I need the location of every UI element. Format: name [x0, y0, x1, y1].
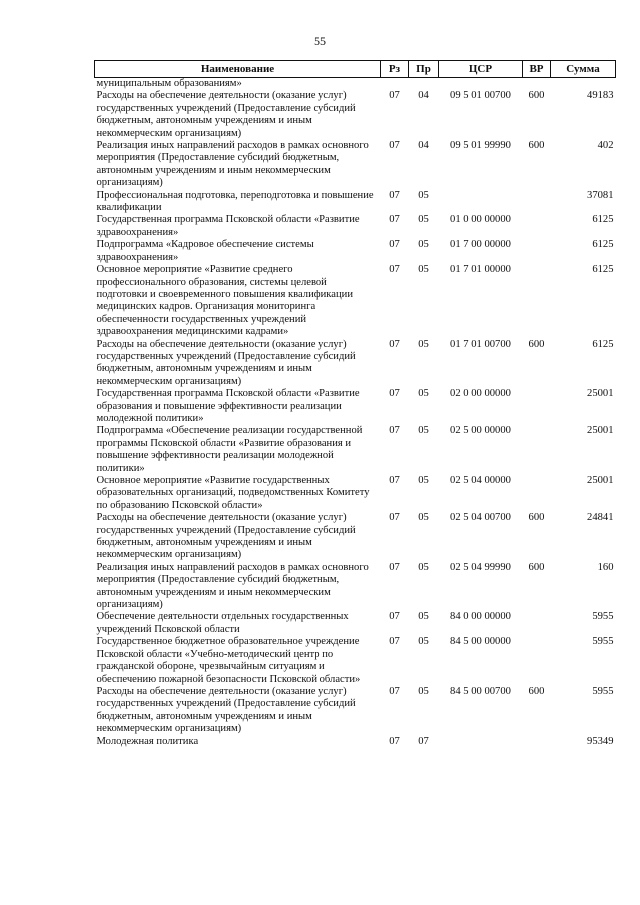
cell-name: Расходы на обеспечение деятельности (оказание услуг) государственных учреждений (Предоставление субсидий бюджетным, автономным учреждениям и иным некоммерческим организациям) [96, 685, 356, 735]
table-row [95, 264, 616, 338]
cell-csr: 09 5 01 00700 [450, 90, 511, 102]
cell-vr [523, 425, 551, 475]
budget-table [94, 60, 616, 748]
cell-sum [551, 78, 616, 91]
cell-rz: 07 [389, 264, 400, 276]
cell-sum: 6125 [592, 338, 614, 350]
cell-name: Обеспечение деятельности отдельных государственных учреждений Псковской области [96, 611, 349, 635]
cell-rz [381, 78, 409, 91]
cell-sum: 6125 [592, 264, 614, 276]
cell-sum: 6125 [592, 239, 614, 251]
cell-csr: 02 5 00 00000 [450, 425, 511, 437]
cell-csr [439, 190, 523, 215]
cell-sum: 5955 [592, 636, 614, 648]
cell-vr: 600 [528, 140, 545, 152]
cell-name: Государственная программа Псковской области «Развитие здравоохранения» [96, 214, 360, 238]
cell-name: Государственное бюджетное образовательное учреждение Псковской области «Учебно-методический центр по гражданской обороне, чрезвычайным ситуациям и обеспечению пожарной безопасности Псковской области» [96, 636, 361, 685]
cell-rz: 07 [389, 735, 400, 747]
cell-rz: 07 [389, 611, 400, 623]
header-vr: ВР [523, 61, 551, 78]
table-row [95, 475, 616, 512]
cell-csr: 02 5 04 00000 [450, 475, 511, 486]
header-name: Наименование [95, 61, 381, 78]
table-row [95, 636, 616, 686]
cell-rz: 07 [389, 475, 400, 486]
cell-vr [523, 78, 551, 91]
cell-rz: 07 [389, 140, 400, 152]
cell-vr [523, 388, 551, 425]
cell-pr: 05 [418, 425, 429, 437]
cell-rz: 07 [389, 189, 400, 201]
cell-name: Расходы на обеспечение деятельности (оказание услуг) государственных учреждений (Предоставление субсидий бюджетным, автономным учреждениям и иным некоммерческим организациям) [96, 512, 356, 561]
cell-vr [523, 190, 551, 215]
cell-name: Профессиональная подготовка, переподготовка и повышение квалификации [96, 189, 374, 214]
cell-vr [523, 264, 551, 338]
cell-pr: 04 [418, 140, 429, 152]
cell-pr: 05 [418, 561, 429, 573]
table-row [95, 425, 616, 475]
cell-pr: 05 [418, 264, 429, 276]
table-row [95, 339, 616, 389]
cell-pr: 05 [418, 512, 429, 524]
cell-sum: 6125 [592, 214, 614, 226]
cell-rz: 07 [389, 425, 400, 437]
cell-rz: 07 [389, 685, 400, 697]
cell-rz: 07 [389, 239, 400, 251]
page-number: 55 [314, 34, 326, 48]
cell-sum: 25001 [587, 388, 614, 400]
table-row [95, 190, 616, 215]
cell-csr: 84 0 00 00000 [450, 611, 511, 623]
cell-name: Реализация иных направлений расходов в рамках основного мероприятия (Предоставление субсидий бюджетным, автономным учреждениям и иным некоммерческим организациям) [96, 561, 369, 611]
cell-sum: 5955 [592, 611, 614, 623]
cell-vr: 600 [528, 90, 545, 102]
header-sum: Сумма [551, 61, 616, 78]
table-row [95, 562, 616, 612]
cell-csr [439, 736, 523, 748]
cell-rz: 07 [389, 561, 400, 573]
cell-name: муниципальным образованиям» [96, 78, 242, 89]
cell-name: Подпрограмма «Кадровое обеспечение системы здравоохранения» [96, 239, 314, 263]
table-row [95, 140, 616, 190]
cell-rz: 07 [389, 388, 400, 400]
cell-name: Основное мероприятие «Развитие государственных образовательных организаций, подведомственных Комитету по образованию Псковской области» [96, 475, 370, 511]
cell-pr: 05 [418, 338, 429, 350]
cell-name: Расходы на обеспечение деятельности (оказание услуг) государственных учреждений (Предоставление субсидий бюджетным, автономным учреждениям и иным некоммерческим организациям) [96, 90, 356, 139]
cell-csr: 02 5 04 00700 [450, 512, 511, 524]
cell-sum: 25001 [587, 475, 614, 486]
cell-rz: 07 [389, 636, 400, 648]
header-pr: Пр [409, 61, 439, 78]
cell-pr: 05 [418, 475, 429, 486]
cell-rz: 07 [389, 214, 400, 226]
cell-vr [523, 214, 551, 239]
cell-name: Расходы на обеспечение деятельности (оказание услуг) государственных учреждений (Предоставление субсидий бюджетным, автономным учреждениям и иным некоммерческим организациям) [96, 338, 356, 387]
cell-csr: 02 5 04 99990 [450, 561, 511, 573]
cell-pr: 05 [418, 388, 429, 400]
cell-vr: 600 [528, 685, 545, 697]
table-row [95, 388, 616, 425]
cell-csr: 01 7 01 00700 [450, 338, 511, 350]
cell-vr: 600 [528, 561, 545, 573]
cell-csr: 02 0 00 00000 [450, 388, 511, 400]
table-row [95, 239, 616, 264]
cell-sum: 5955 [592, 685, 614, 697]
table-row [95, 736, 616, 748]
cell-vr [523, 239, 551, 264]
cell-pr: 05 [418, 189, 429, 201]
cell-pr: 05 [418, 636, 429, 648]
cell-csr: 01 7 00 00000 [450, 239, 511, 251]
header-rz: Рз [381, 61, 409, 78]
table-row [95, 686, 616, 736]
cell-name: Реализация иных направлений расходов в рамках основного мероприятия (Предоставление субсидий бюджетным, автономным учреждениям и иным некоммерческим организациям) [96, 140, 369, 189]
cell-sum: 37081 [587, 189, 614, 201]
cell-pr: 05 [418, 685, 429, 697]
cell-csr: 84 5 00 00000 [450, 636, 511, 648]
table-row [95, 512, 616, 562]
cell-name: Молодежная политика [96, 735, 199, 747]
cell-pr [409, 78, 439, 91]
cell-csr: 01 0 00 00000 [450, 214, 511, 226]
cell-vr [523, 636, 551, 686]
cell-sum: 95349 [587, 735, 614, 747]
cell-rz: 07 [389, 338, 400, 350]
cell-pr: 05 [418, 214, 429, 226]
cell-vr [523, 475, 551, 512]
header-row [95, 61, 616, 78]
cell-pr: 07 [418, 735, 429, 747]
cell-sum: 24841 [587, 512, 614, 524]
cell-vr [523, 611, 551, 636]
cell-rz: 07 [389, 512, 400, 524]
table-row [95, 214, 616, 239]
cell-name: Основное мероприятие «Развитие среднего профессионального образования, системы целевой подготовки и своевременного повышения квалификации медицинских кадров. Организация мониторинга обеспеченности государственных учреждений здравоохранения медицинскими кадрами» [96, 264, 353, 338]
cell-csr: 09 5 01 99990 [450, 140, 511, 152]
cell-vr: 600 [528, 512, 545, 524]
cell-pr: 05 [418, 239, 429, 251]
cell-sum: 49183 [587, 90, 614, 102]
cell-vr: 600 [528, 338, 545, 350]
cell-rz: 07 [389, 90, 400, 102]
cell-vr [523, 736, 551, 748]
cell-sum: 402 [597, 140, 614, 152]
cell-csr [439, 78, 523, 91]
cell-pr: 05 [418, 611, 429, 623]
cell-csr: 01 7 01 00000 [450, 264, 511, 276]
cell-name: Подпрограмма «Обеспечение реализации государственной программы Псковской области «Развитие образования и повышение эффективности реализации молодежной политики» [96, 425, 363, 474]
header-csr: ЦСР [439, 61, 523, 78]
cell-csr: 84 5 00 00700 [450, 685, 511, 697]
cell-pr: 04 [418, 90, 429, 102]
table-row [95, 90, 616, 140]
cell-name: Государственная программа Псковской области «Развитие образования и повышение эффективности реализации молодежной политики» [96, 388, 360, 424]
cell-sum: 160 [597, 561, 614, 573]
cell-sum: 25001 [587, 425, 614, 437]
table-row [95, 611, 616, 636]
table-row [95, 78, 616, 91]
